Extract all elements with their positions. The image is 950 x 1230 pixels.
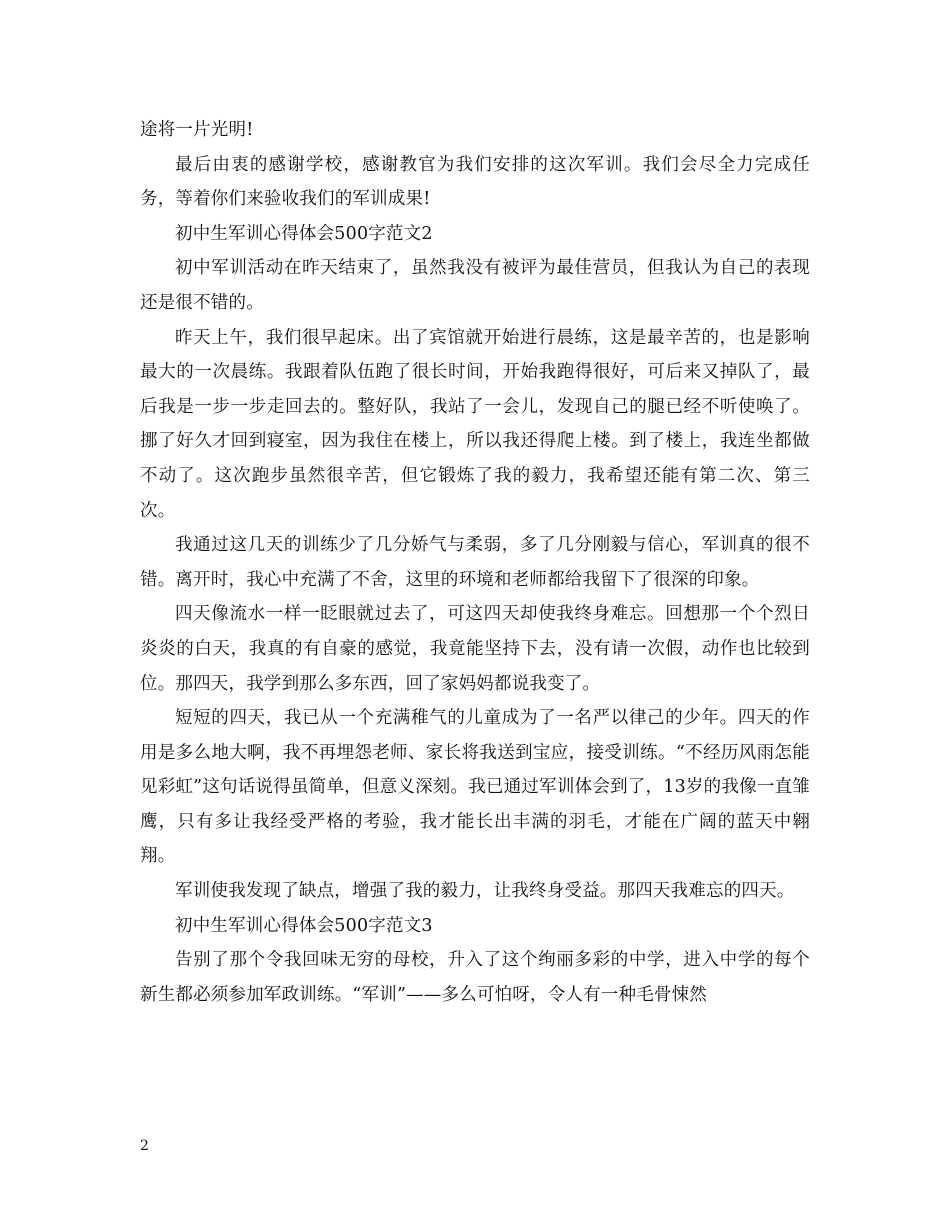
paragraph-continuation: 途将一片光明! [140,120,254,140]
document-body [140,113,810,1012]
paragraph: 四天像流水一样一眨眼就过去了，可这四天却使我终身难忘。回想那一个个烈日炎炎的白天，我真的有自豪的感觉，我竟能坚持下去，没有请一次假，动作也比较到位。那四天，我学到那么多东西，回了家妈妈都说我变了。 [140,604,810,694]
section-heading-3: 初中生军训心得体会500字范文3 [175,915,433,936]
paragraph: 告别了那个令我回味无穷的母校，升入了这个绚丽多彩的中学，进入中学的每个新生都必须参加军政训练。“军训”——多么可怕呀，令人有一种毛骨悚然 [140,950,810,1005]
paragraph: 短短的四天，我已从一个充满稚气的儿童成为了一名严以律己的少年。四天的作用是多么地大啊，我不再埋怨老师、家长将我送到宝应，接受训练。“不经历风雨怎能见彩虹”这句话说得虽简单，但意义深刻。我已通过军训体会到了，13岁的我像一直雏鹰，只有多让我经受严格的考验，我才能长出丰满的羽毛，才能在广阔的蓝天中翱翔。 [140,708,810,867]
paragraph: 我通过这几天的训练少了几分娇气与柔弱，多了几分刚毅与信心，军训真的很不错。离开时，我心中充满了不舍，这里的环境和老师都给我留下了很深的印象。 [140,535,810,590]
section-heading-2: 初中生军训心得体会500字范文2 [175,223,433,244]
paragraph: 初中军训活动在昨天结束了，虽然我没有被评为最佳营员，但我认为自己的表现还是很不错的。 [140,258,810,313]
page-number: 2 [140,1138,149,1154]
paragraph-thanks: 最后由衷的感谢学校，感谢教官为我们安排的这次军训。我们会尽全力完成任务，等着你们来验收我们的军训成果! [140,154,810,210]
paragraph: 军训使我发现了缺点，增强了我的毅力，让我终身受益。那四天我难忘的四天。 [175,881,795,902]
paragraph: 昨天上午，我们很早起床。出了宾馆就开始进行晨练，这是最辛苦的，也是影响最大的一次晨练。我跟着队伍跑了很长时间，开始我跑得很好，可后来又掉队了，最后我是一步一步走回去的。整好队，我站了一会儿，发现自己的腿已经不听使唤了。挪了好久才回到寝室，因为我住在楼上，所以我还得爬上楼。到了楼上，我连坐都做不动了。这次跑步虽然很辛苦，但它锻炼了我的毅力，我希望还能有第二次、第三次。 [140,327,810,521]
